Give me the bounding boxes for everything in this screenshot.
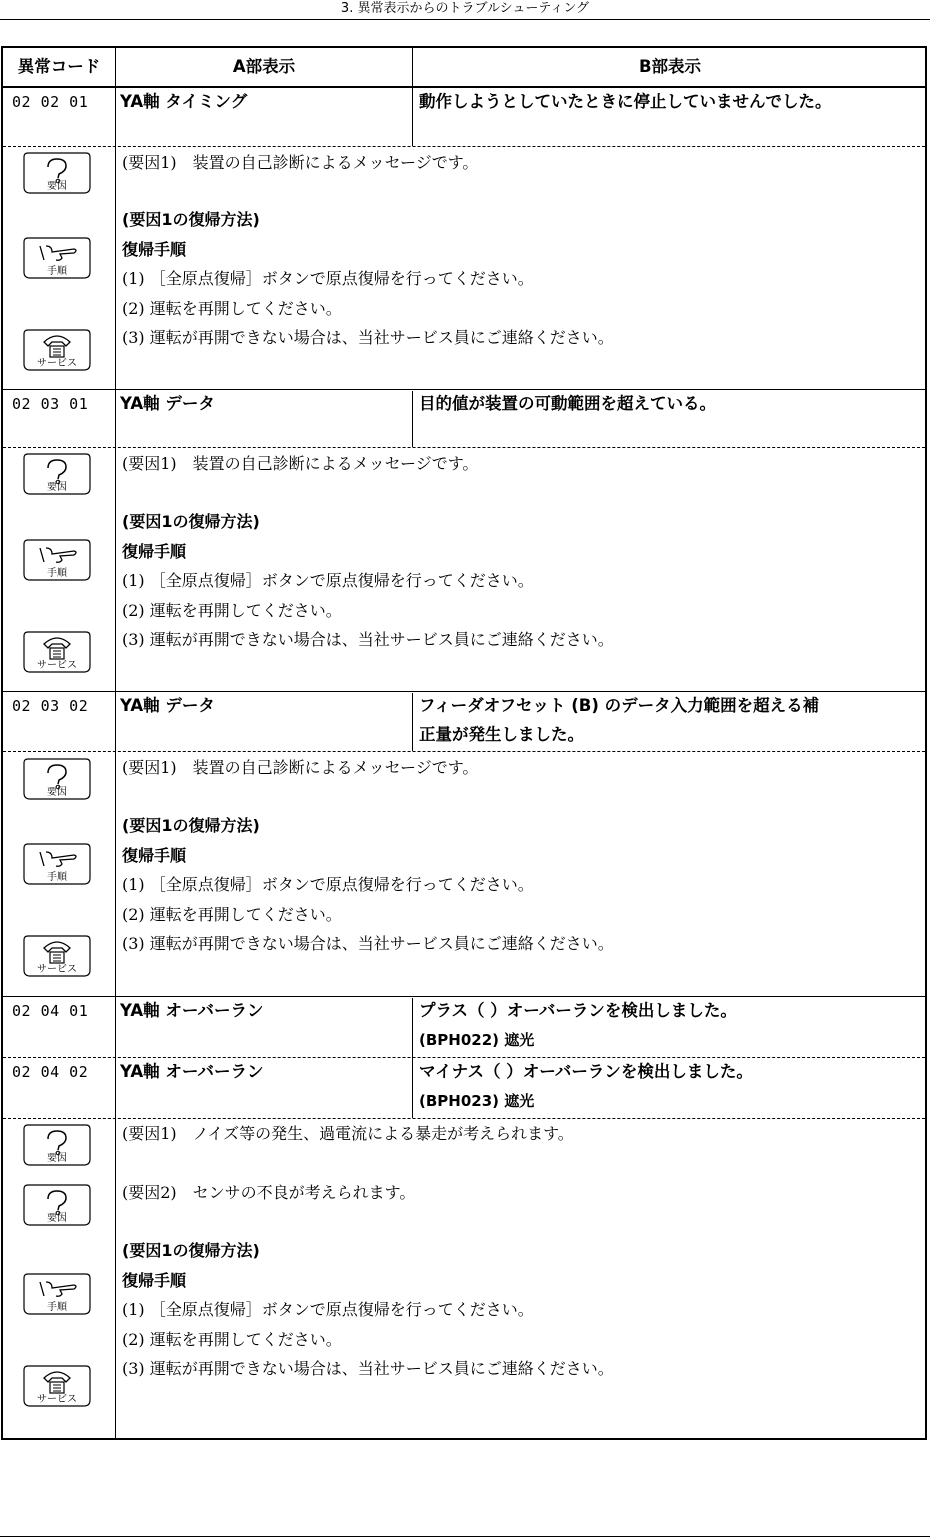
column-divider	[412, 88, 413, 146]
hand-point-icon	[22, 842, 92, 886]
b-display-line-1: プラス（ ）オーバーランを検出しました。	[419, 1001, 737, 1020]
detail-step-1: (1) ［全原点復帰］ボタンで原点復帰を行ってください。	[122, 269, 534, 288]
b-display-line-1: マイナス（ ）オーバーランを検出しました。	[419, 1062, 753, 1081]
b-display-line-1: フィーダオフセット (B) のデータ入力範囲を超える補	[419, 696, 820, 715]
procedure-label: 手順	[47, 1302, 67, 1313]
service-label: サービス	[37, 660, 77, 671]
detail-step-3: (3) 運転が再開できない場合は、当社サービス員にご連絡ください。	[122, 630, 614, 649]
column-divider	[115, 48, 116, 1440]
detail-recovery-heading: (要因1の復帰方法)	[122, 210, 260, 229]
row-divider	[3, 447, 925, 448]
detail-procedure-heading: 復帰手順	[122, 542, 187, 561]
phone-icon	[22, 934, 92, 978]
phone-icon	[22, 1364, 92, 1408]
b-display: 目的値が装置の可動範囲を超えている。	[419, 394, 716, 413]
hand-point-icon	[22, 236, 92, 280]
header-code: 異常コード	[17, 57, 101, 76]
error-code: 02 04 01	[12, 1002, 89, 1020]
b-display: 動作しようとしていたときに停止していませんでした。	[419, 92, 832, 111]
error-code: 02 03 01	[12, 395, 89, 413]
detail-step-1: (1) ［全原点復帰］ボタンで原点復帰を行ってください。	[122, 875, 534, 894]
detail-cause-1: (要因1) 装置の自己診断によるメッセージです。	[122, 758, 479, 777]
footer-rule	[0, 1536, 930, 1537]
hand-point-icon	[22, 538, 92, 582]
detail-cause-1: (要因1) 装置の自己診断によるメッセージです。	[122, 153, 479, 172]
detail-cause-1: (要因1) ノイズ等の発生、過電流による暴走が考えられます。	[122, 1124, 574, 1143]
detail-cause-1: (要因1) 装置の自己診断によるメッセージです。	[122, 454, 479, 473]
column-divider	[412, 998, 413, 1118]
error-code: 02 04 02	[12, 1063, 89, 1081]
column-divider	[412, 391, 413, 447]
phone-icon	[22, 630, 92, 674]
header-b: B部表示	[638, 57, 702, 76]
row-divider	[3, 751, 925, 752]
a-display: YA軸 オーバーラン	[120, 1001, 264, 1020]
a-display: YA軸 タイミング	[120, 92, 248, 111]
procedure-label: 手順	[47, 568, 67, 579]
detail-step-2: (2) 運転を再開してください。	[122, 905, 342, 924]
b-display-line-2: 正量が発生しました。	[419, 725, 584, 744]
cause-label: 要因	[47, 1213, 67, 1224]
procedure-label: 手順	[47, 872, 67, 883]
error-code-table	[1, 46, 927, 1440]
error-code: 02 03 02	[12, 697, 89, 715]
detail-step-2: (2) 運転を再開してください。	[122, 1330, 342, 1349]
detail-recovery-heading: (要因1の復帰方法)	[122, 816, 260, 835]
b-display-line-2: (BPH023) 遮光	[419, 1092, 535, 1110]
detail-step-3: (3) 運転が再開できない場合は、当社サービス員にご連絡ください。	[122, 1359, 614, 1378]
service-label: サービス	[37, 964, 77, 975]
a-display: YA軸 オーバーラン	[120, 1062, 264, 1081]
hand-point-icon	[22, 1272, 92, 1316]
detail-step-3: (3) 運転が再開できない場合は、当社サービス員にご連絡ください。	[122, 934, 614, 953]
detail-step-3: (3) 運転が再開できない場合は、当社サービス員にご連絡ください。	[122, 328, 614, 347]
service-label: サービス	[37, 1394, 77, 1405]
detail-procedure-heading: 復帰手順	[122, 846, 187, 865]
b-display-line-2: (BPH022) 遮光	[419, 1031, 535, 1049]
cause-icon	[22, 452, 92, 496]
detail-step-1: (1) ［全原点復帰］ボタンで原点復帰を行ってください。	[122, 1300, 534, 1319]
a-display: YA軸 データ	[120, 394, 215, 413]
detail-procedure-heading: 復帰手順	[122, 240, 187, 259]
phone-icon	[22, 328, 92, 372]
a-display: YA軸 データ	[120, 696, 215, 715]
cause-label: 要因	[47, 181, 67, 192]
column-divider	[412, 693, 413, 751]
procedure-label: 手順	[47, 266, 67, 277]
cause-icon	[22, 1123, 92, 1167]
service-label: サービス	[37, 358, 77, 369]
detail-procedure-heading: 復帰手順	[122, 1271, 187, 1290]
detail-cause-2: (要因2) センサの不良が考えられます。	[122, 1183, 416, 1202]
cause-label: 要因	[47, 787, 67, 798]
detail-step-2: (2) 運転を再開してください。	[122, 299, 342, 318]
cause-icon	[22, 757, 92, 801]
row-divider	[3, 146, 925, 147]
error-code: 02 02 01	[12, 93, 89, 111]
header-a: A部表示	[232, 57, 296, 76]
cause-icon	[22, 151, 92, 195]
detail-recovery-heading: (要因1の復帰方法)	[122, 512, 260, 531]
page-header: 3. 異常表示からのトラブルシューティング	[0, 0, 930, 20]
cause-icon	[22, 1183, 92, 1227]
detail-recovery-heading: (要因1の復帰方法)	[122, 1241, 260, 1260]
cause-label: 要因	[47, 1153, 67, 1164]
cause-label: 要因	[47, 482, 67, 493]
detail-step-2: (2) 運転を再開してください。	[122, 601, 342, 620]
detail-step-1: (1) ［全原点復帰］ボタンで原点復帰を行ってください。	[122, 571, 534, 590]
